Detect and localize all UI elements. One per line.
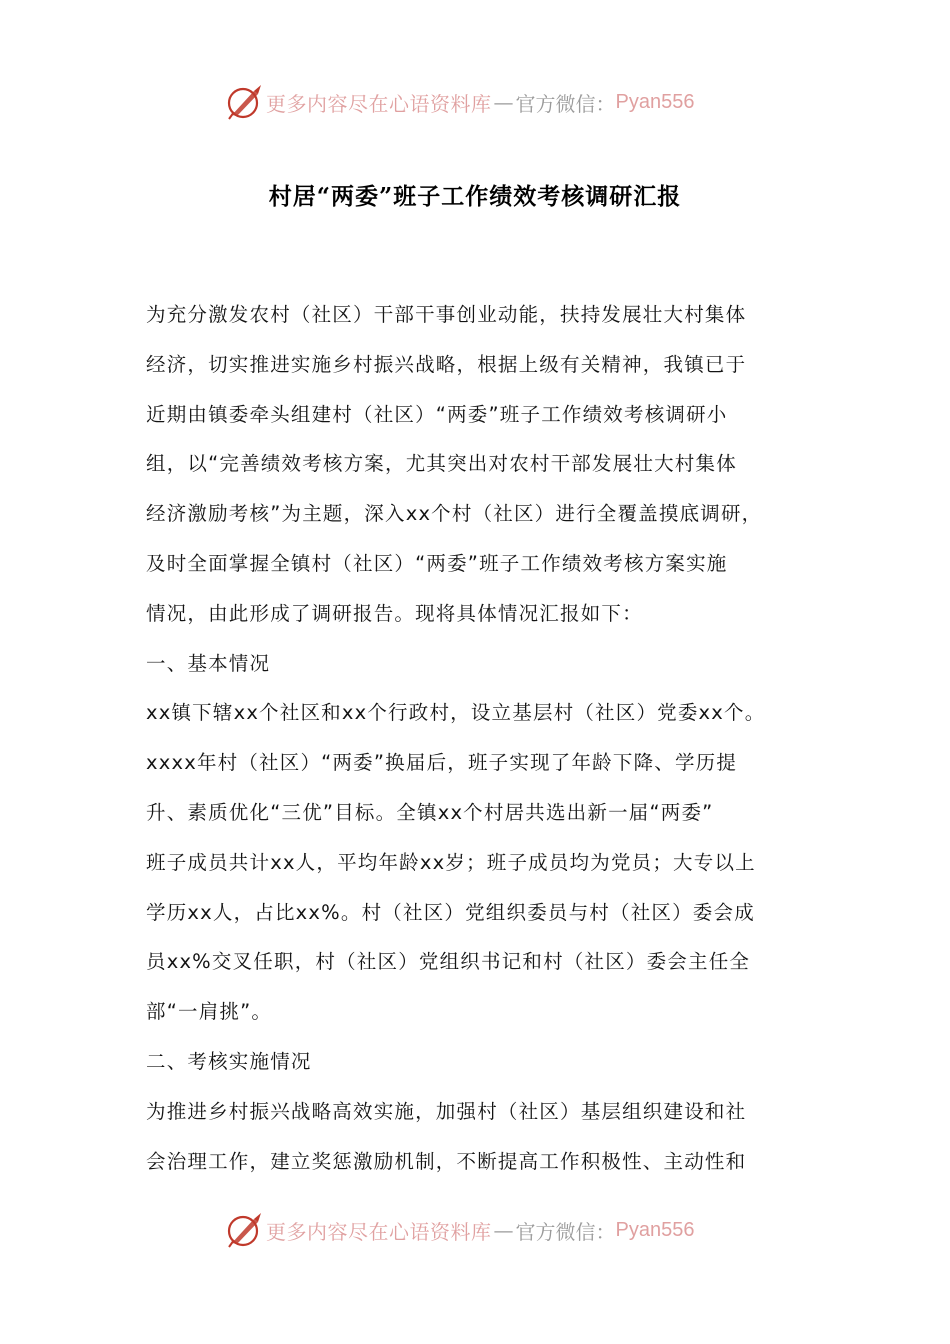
body-text-line: 班子成员共计xx人，平均年龄xx岁；班子成员均为党员；大专以上: [146, 850, 756, 874]
body-text-line: 经济激励考核”为主题，深入xx个村（社区）进行全覆盖摸底调研，: [146, 502, 763, 526]
body-text-line: 经济，切实推进实施乡村振兴战略，根据上级有关精神，我镇已于: [146, 352, 747, 376]
document-body: [146, 290, 810, 1186]
body-text-line: 会治理工作，建立奖惩激励机制，不断提高工作积极性、主动性和: [146, 1149, 747, 1173]
body-text-line: 升、素质优化“三优”目标。全镇xx个村居共选出新一届“两委”: [146, 800, 714, 824]
banner-text: 更多内容尽在心语资料库: [266, 91, 492, 116]
header-watermark-banner: [224, 82, 744, 122]
body-text-line: xxxx年村（社区）“两委”换届后，班子实现了年龄下降、学历提: [146, 751, 738, 775]
body-text-line: 组，以“完善绩效考核方案，尤其突出对农村干部发展壮大村集体: [146, 452, 737, 476]
document-title: 村居“两委”班子工作绩效考核调研汇报: [268, 183, 682, 210]
body-text-line: 为推进乡村振兴战略高效实施，加强村（社区）基层组织建设和社: [146, 1099, 747, 1123]
quill-pen-logo-icon: [224, 1210, 264, 1250]
body-text-line: 及时全面掌握全镇村（社区）“两委”班子工作绩效考核方案实施: [146, 551, 728, 575]
body-text-line: xx镇下辖xx个社区和xx个行政村，设立基层村（社区）党委xx个。: [146, 701, 766, 725]
banner-wechat-label: 官方微信：: [515, 1219, 616, 1244]
body-text-line: 为充分激发农村（社区）干部干事创业动能，扶持发展壮大村集体: [146, 303, 747, 326]
quill-pen-logo-icon: [224, 82, 264, 122]
body-text-line: 近期由镇委牵头组建村（社区）“两委”班子工作绩效考核调研小: [146, 402, 728, 426]
banner-separator: —: [493, 90, 514, 114]
body-text-line: 学历xx人，占比xx%。村（社区）党组织委员与村（社区）委会成: [146, 900, 755, 924]
body-text-line: 二、考核实施情况: [146, 1049, 312, 1073]
body-text-line: 情况，由此形成了调研报告。现将具体情况汇报如下：: [146, 601, 643, 625]
footer-watermark-banner: [224, 1210, 744, 1250]
body-text-line: 一、基本情况: [146, 651, 271, 675]
body-text-line: 部“一肩挑”。: [146, 1000, 273, 1024]
banner-separator: —: [493, 1218, 514, 1242]
banner-text: 更多内容尽在心语资料库: [266, 1219, 492, 1244]
banner-wechat-id: Pyan556: [615, 90, 695, 113]
banner-wechat-id: Pyan556: [615, 1218, 695, 1241]
body-text-line: 员xx%交叉任职，村（社区）党组织书记和村（社区）委会主任全: [146, 950, 751, 974]
banner-wechat-label: 官方微信：: [515, 91, 616, 116]
